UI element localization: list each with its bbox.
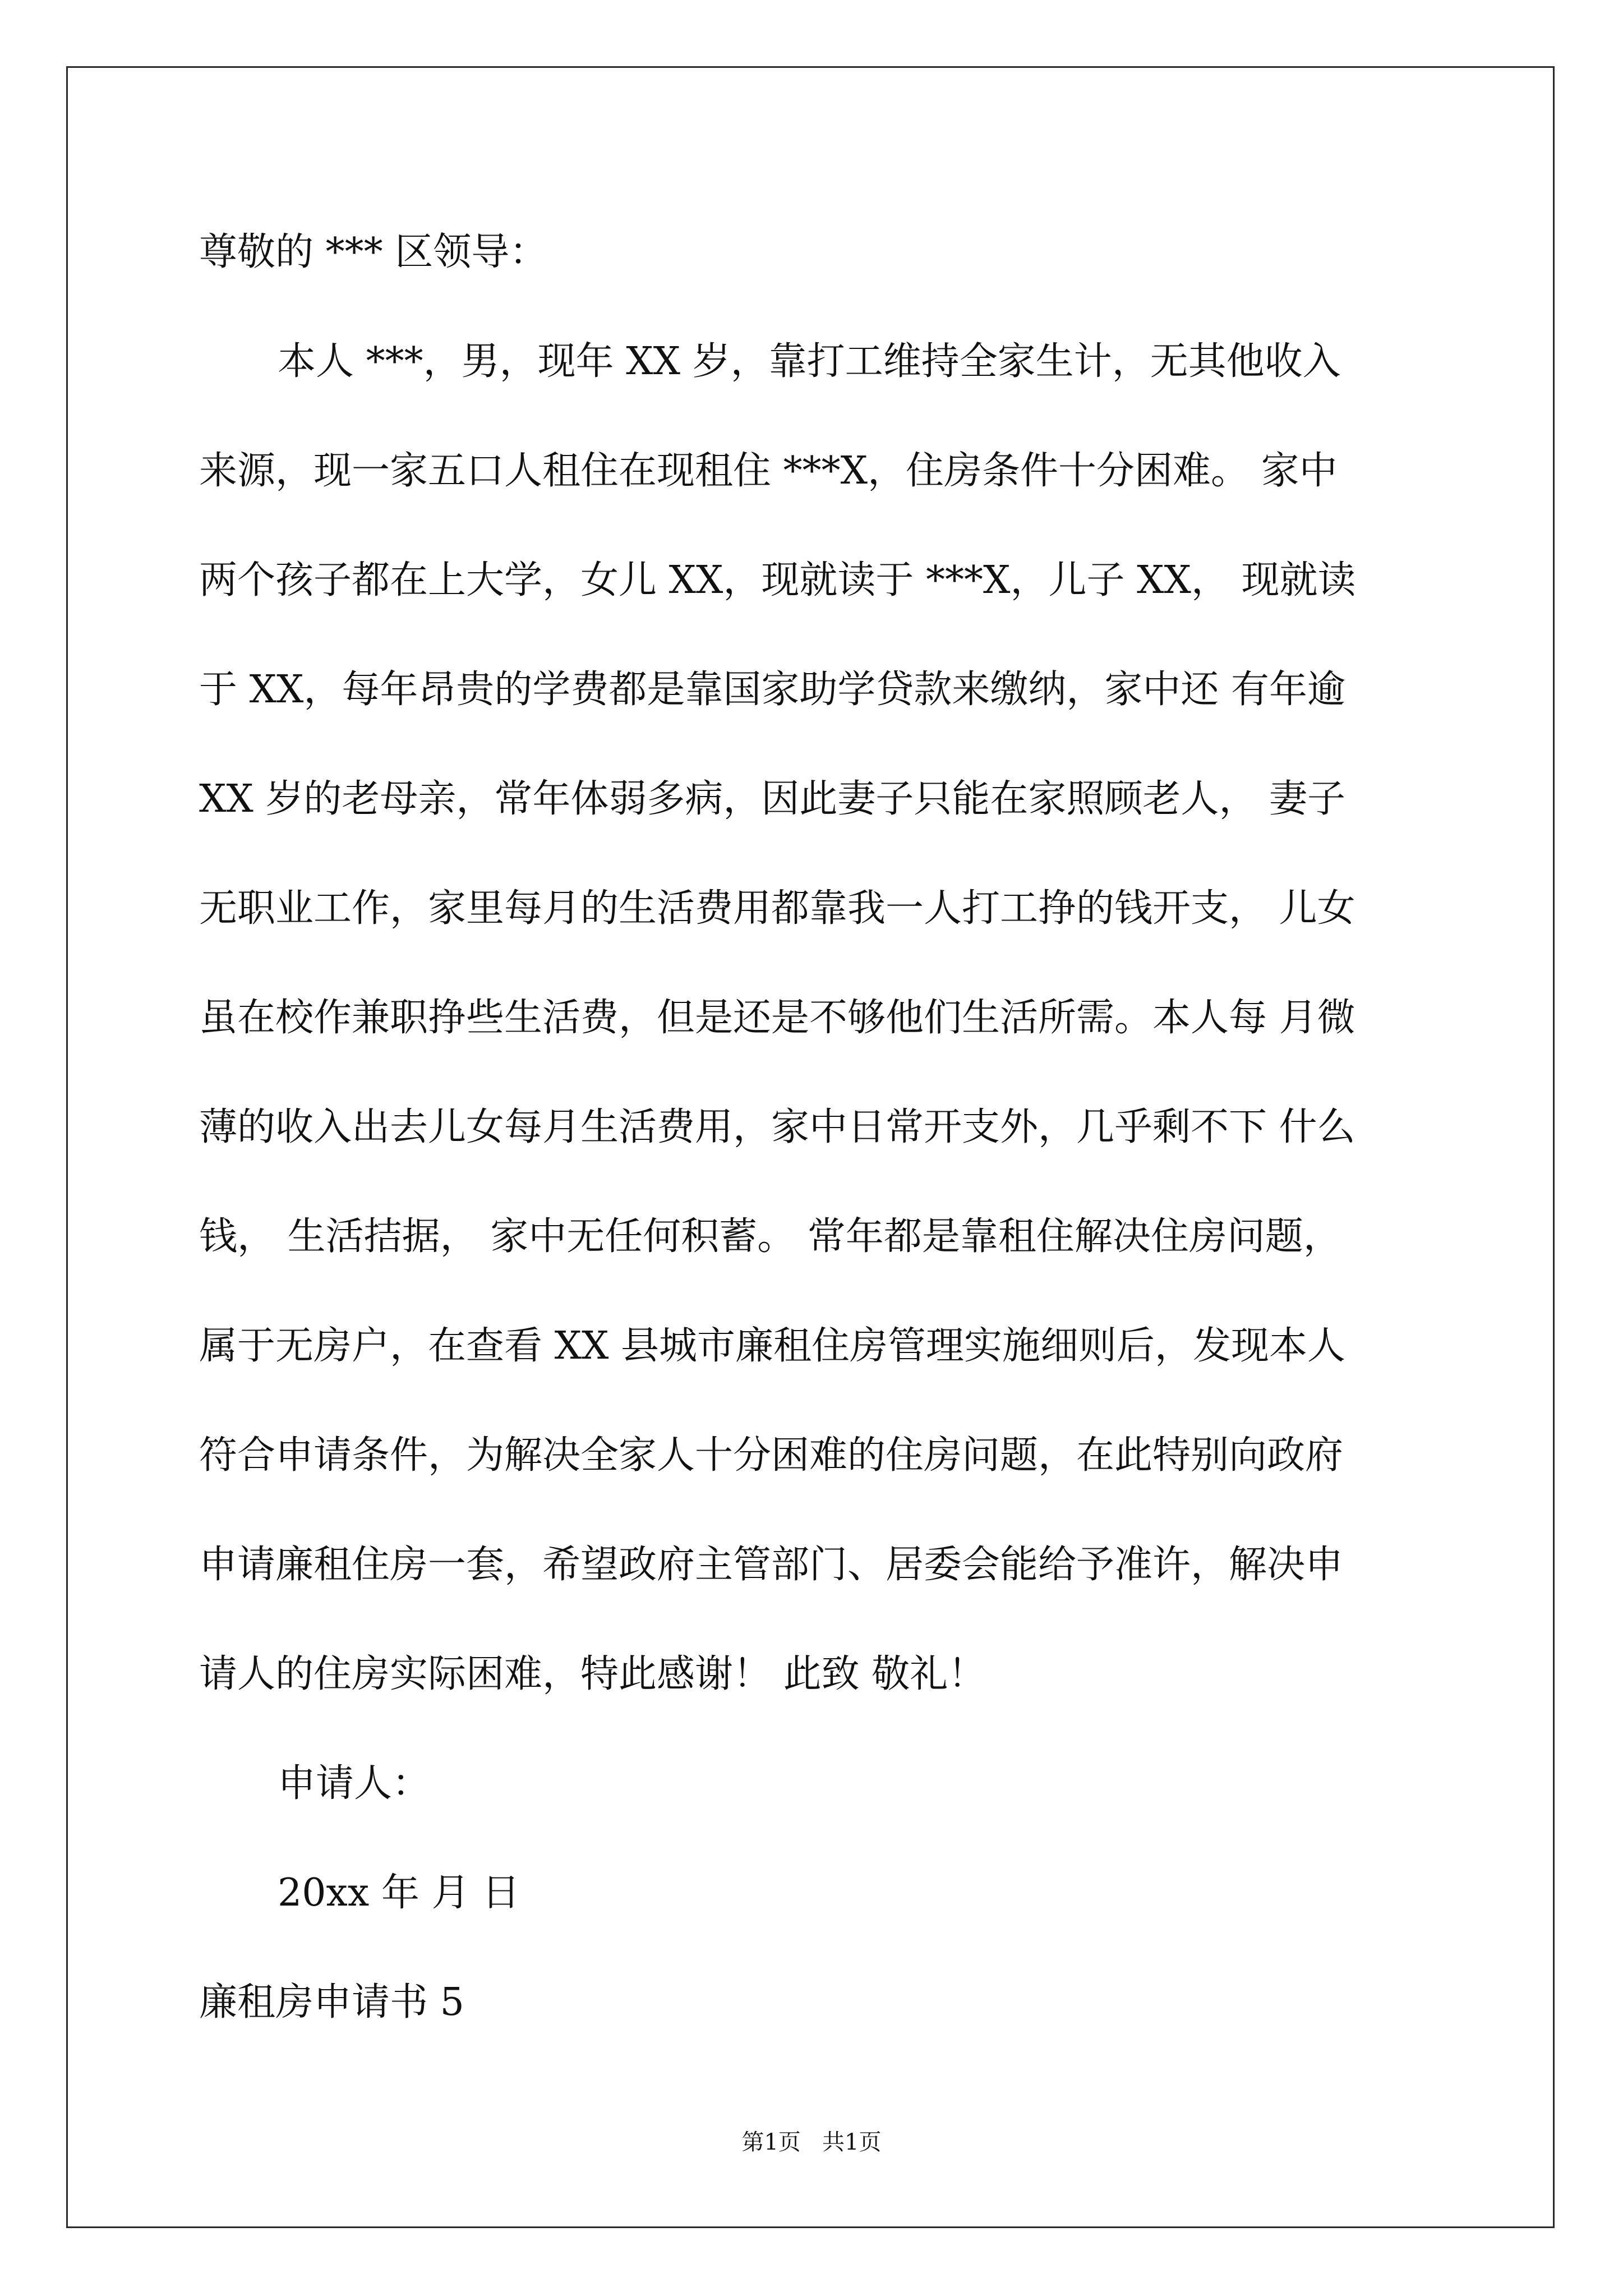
body-line-7: 虽在校作兼职挣些生活费，但是还是不够他们生活所需。本人每 月微 [199,996,1355,1040]
body-line-6: 无职业工作，家里每月的生活费用都靠我一人打工挣的钱开支， 儿女 [199,886,1355,931]
body-line-3: 两个孩子都在上大学，女儿 XX，现就读于 ***X，儿子 XX， 现就读 [199,558,1356,602]
body-line-2: 来源，现一家五口人租住在现租住 ***X，住房条件十分困难。 家中 [199,449,1338,493]
salutation: 尊敬的 *** 区领导： [199,230,548,274]
body-line-8: 薄的收入出去儿女每月生活费用，家中日常开支外，几乎剩不下 什么 [199,1105,1355,1149]
body-line-13: 请人的住房实际困难，特此感谢！ 此致 敬礼！ [199,1652,986,1696]
next-document-title: 廉租房申请书 5 [199,1980,464,2024]
body-line-4: 于 XX，每年昂贵的学费都是靠国家助学贷款来缴纳，家中还 有年逾 [199,668,1346,712]
body-line-1: 本人 ***，男，现年 XX 岁，靠打工维持全家生计，无其他收入 [278,339,1341,384]
page-footer: 第1页 共1页 [741,2129,882,2155]
date-line: 20xx 年 月 日 [278,1871,520,1915]
body-line-9: 钱， 生活拮据， 家中无任何积蓄。 常年都是靠租住解决住房问题， [199,1214,1341,1259]
applicant-label: 申请人： [278,1761,431,1806]
body-line-12: 申请廉租住房一套，希望政府主管部门、居委会能给予准许，解决申 [199,1543,1344,1587]
body-line-11: 符合申请条件，为解决全家人十分困难的住房问题，在此特别向政府 [199,1433,1344,1478]
body-line-5: XX 岁的老母亲，常年体弱多病，因此妻子只能在家照顾老人， 妻子 [199,777,1346,821]
body-line-10: 属于无房户，在查看 XX 县城市廉租住房管理实施细则后，发现本人 [199,1324,1346,1368]
